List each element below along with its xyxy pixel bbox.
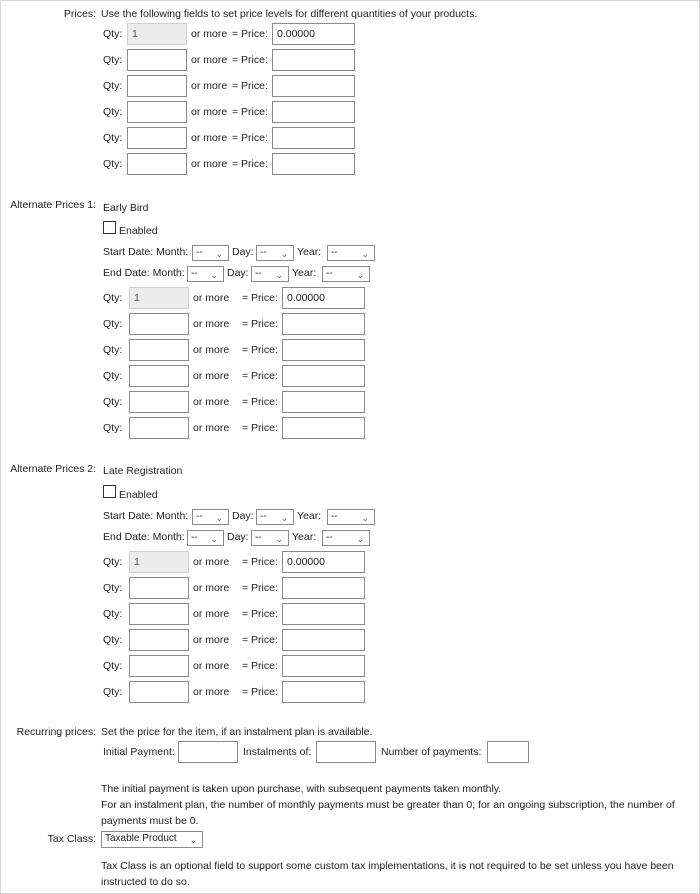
chevron-down-icon: ⌄ [356, 534, 364, 544]
start-day-select[interactable] [256, 245, 294, 261]
price-label: = Price: [242, 318, 278, 330]
start-day-label: Day: [232, 510, 254, 522]
chevron-down-icon: ⌄ [215, 513, 223, 523]
qty-input[interactable] [129, 655, 189, 677]
alt-prices-2-enabled-checkbox[interactable] [103, 485, 116, 498]
price-input[interactable] [282, 417, 365, 439]
or-more-label: or more [193, 634, 230, 646]
prices-description: Use the following fields to set price levels for different quantities of your products. [101, 8, 478, 20]
end-year-select[interactable] [322, 530, 370, 546]
start-month-select[interactable] [192, 509, 229, 525]
qty-input[interactable] [129, 681, 189, 703]
start-month-value: -- [196, 511, 203, 522]
qty-label: Qty: [103, 318, 123, 330]
alt-prices-1-name: Early Bird [103, 202, 149, 214]
or-more-label: or more [193, 660, 230, 672]
recurring-note-line-2: For an instalment plan, the number of monthly payments must be greater than 0; for an ongoing subscription, the number of payments must be 0. [101, 799, 675, 827]
qty-input[interactable] [129, 629, 189, 651]
tax-class-label: Tax Class: [47, 833, 96, 845]
qty-input[interactable] [127, 23, 187, 45]
price-label: = Price: [232, 54, 268, 66]
end-year-select[interactable] [322, 266, 370, 282]
end-month-value: -- [191, 268, 198, 279]
chevron-down-icon: ⌄ [210, 270, 218, 280]
or-more-label: or more [193, 422, 230, 434]
price-label: = Price: [242, 344, 278, 356]
chevron-down-icon: ⌄ [210, 534, 218, 544]
price-label: = Price: [242, 608, 278, 620]
price-label: = Price: [232, 132, 268, 144]
alt-prices-1-label: Alternate Prices 1: [10, 199, 96, 211]
chevron-down-icon: ⌄ [275, 534, 283, 544]
or-more-label: or more [191, 80, 228, 92]
price-input[interactable] [282, 391, 365, 413]
initial-payment-input[interactable] [178, 741, 238, 763]
qty-label: Qty: [103, 396, 123, 408]
end-year-label: Year: [292, 531, 317, 543]
end-day-select[interactable] [251, 530, 289, 546]
alt-prices-1-enabled-checkbox[interactable] [103, 221, 116, 234]
end-month-value: -- [191, 532, 198, 543]
end-month-select[interactable] [187, 266, 224, 282]
price-input[interactable] [272, 153, 355, 175]
tax-class-select[interactable] [101, 831, 203, 848]
price-input[interactable] [282, 365, 365, 387]
or-more-label: or more [191, 132, 228, 144]
start-date-label: Start Date: Month: [103, 510, 189, 522]
start-month-select[interactable] [192, 245, 229, 261]
or-more-label: or more [193, 582, 230, 594]
price-label: = Price: [242, 292, 278, 304]
price-input[interactable] [282, 339, 365, 361]
tax-class-note: Tax Class is an optional field to support some custom tax implementations, it is not required to be set unless you have been instructed to do so. [101, 860, 674, 888]
alt-prices-2-label: Alternate Prices 2: [10, 463, 96, 475]
or-more-label: or more [193, 686, 230, 698]
qty-label: Qty: [103, 158, 123, 170]
start-day-value: -- [260, 511, 267, 522]
or-more-label: or more [191, 158, 228, 170]
qty-label: Qty: [103, 422, 123, 434]
qty-input[interactable] [129, 339, 189, 361]
price-label: = Price: [232, 80, 268, 92]
qty-label: Qty: [103, 80, 123, 92]
start-year-label: Year: [297, 510, 322, 522]
price-input[interactable] [282, 577, 365, 599]
start-date-label: Start Date: Month: [103, 246, 189, 258]
prices-label: Prices: [63, 8, 96, 20]
chevron-down-icon: ⌄ [361, 513, 369, 523]
qty-input[interactable] [127, 153, 187, 175]
start-year-select[interactable] [327, 245, 375, 261]
qty-input[interactable] [129, 551, 189, 573]
price-input[interactable] [272, 127, 355, 149]
qty-input[interactable] [129, 313, 189, 335]
price-input[interactable] [272, 75, 355, 97]
start-year-value: -- [331, 247, 338, 258]
chevron-down-icon: ⌄ [280, 513, 288, 523]
end-year-label: Year: [292, 267, 317, 279]
end-day-label: Day: [227, 531, 249, 543]
price-input[interactable] [272, 101, 355, 123]
end-date-label: End Date: Month: [103, 531, 185, 543]
price-label: = Price: [242, 582, 278, 594]
num-payments-label: Number of payments: [381, 746, 482, 758]
or-more-label: or more [191, 54, 228, 66]
recurring-description: Set the price for the item, if an instalment plan is available. [101, 726, 373, 738]
or-more-label: or more [191, 106, 228, 118]
end-month-select[interactable] [187, 530, 224, 546]
qty-label: Qty: [103, 54, 123, 66]
qty-label: Qty: [103, 132, 123, 144]
alt-prices-2-enabled-label: Enabled [119, 489, 158, 501]
price-label: = Price: [242, 556, 278, 568]
price-input[interactable] [272, 23, 355, 45]
price-input[interactable] [272, 49, 355, 71]
qty-label: Qty: [103, 556, 123, 568]
price-label: = Price: [232, 158, 268, 170]
end-day-label: Day: [227, 267, 249, 279]
qty-label: Qty: [103, 634, 123, 646]
start-year-select[interactable] [327, 509, 375, 525]
recurring-note-line-1: The initial payment is taken upon purchase, with subsequent payments taken monthly. [101, 783, 502, 795]
recurring-note [101, 781, 696, 829]
end-year-value: -- [326, 268, 333, 279]
end-year-value: -- [326, 532, 333, 543]
start-day-value: -- [260, 247, 267, 258]
price-label: = Price: [242, 370, 278, 382]
qty-input[interactable] [129, 577, 189, 599]
num-payments-input[interactable] [487, 741, 529, 763]
qty-input[interactable] [129, 365, 189, 387]
or-more-label: or more [193, 556, 230, 568]
end-date-label: End Date: Month: [103, 267, 185, 279]
qty-input[interactable] [129, 417, 189, 439]
qty-input[interactable] [127, 49, 187, 71]
alt-prices-2-name: Late Registration [103, 465, 183, 477]
price-input[interactable] [282, 313, 365, 335]
chevron-down-icon: ⌄ [215, 249, 223, 259]
instalments-input[interactable] [316, 741, 376, 763]
chevron-down-icon: ⌄ [361, 249, 369, 259]
qty-label: Qty: [103, 292, 123, 304]
end-day-value: -- [255, 532, 262, 543]
price-label: = Price: [242, 634, 278, 646]
start-year-label: Year: [297, 246, 322, 258]
or-more-label: or more [193, 318, 230, 330]
price-label: = Price: [232, 28, 268, 40]
or-more-label: or more [193, 344, 230, 356]
or-more-label: or more [193, 608, 230, 620]
qty-label: Qty: [103, 608, 123, 620]
qty-label: Qty: [103, 686, 123, 698]
price-input[interactable] [282, 629, 365, 651]
end-day-value: -- [255, 268, 262, 279]
price-input[interactable] [282, 603, 365, 625]
start-day-select[interactable] [256, 509, 294, 525]
initial-payment-label: Initial Payment: [103, 746, 175, 758]
price-input[interactable] [282, 287, 365, 309]
or-more-label: or more [193, 292, 230, 304]
qty-input[interactable] [129, 603, 189, 625]
price-input[interactable] [282, 681, 365, 703]
recurring-label: Recurring prices: [16, 726, 96, 738]
qty-input[interactable] [129, 287, 189, 309]
chevron-down-icon: ⌄ [189, 835, 197, 845]
price-label: = Price: [232, 106, 268, 118]
qty-input[interactable] [127, 127, 187, 149]
alt-prices-1-enabled-label: Enabled [119, 225, 158, 237]
price-input[interactable] [282, 655, 365, 677]
qty-label: Qty: [103, 660, 123, 672]
chevron-down-icon: ⌄ [275, 270, 283, 280]
start-day-label: Day: [232, 246, 254, 258]
start-month-value: -- [196, 247, 203, 258]
price-input[interactable] [282, 551, 365, 573]
start-year-value: -- [331, 511, 338, 522]
price-label: = Price: [242, 422, 278, 434]
qty-label: Qty: [103, 28, 123, 40]
or-more-label: or more [191, 28, 228, 40]
instalments-label: Instalments of: [243, 746, 312, 758]
qty-label: Qty: [103, 344, 123, 356]
qty-label: Qty: [103, 582, 123, 594]
qty-input[interactable] [129, 391, 189, 413]
qty-label: Qty: [103, 106, 123, 118]
end-day-select[interactable] [251, 266, 289, 282]
tax-class-value: Taxable Product [105, 833, 177, 844]
qty-input[interactable] [127, 101, 187, 123]
chevron-down-icon: ⌄ [280, 249, 288, 259]
price-label: = Price: [242, 660, 278, 672]
price-label: = Price: [242, 396, 278, 408]
or-more-label: or more [193, 396, 230, 408]
qty-input[interactable] [127, 75, 187, 97]
qty-label: Qty: [103, 370, 123, 382]
or-more-label: or more [193, 370, 230, 382]
chevron-down-icon: ⌄ [356, 270, 364, 280]
price-label: = Price: [242, 686, 278, 698]
